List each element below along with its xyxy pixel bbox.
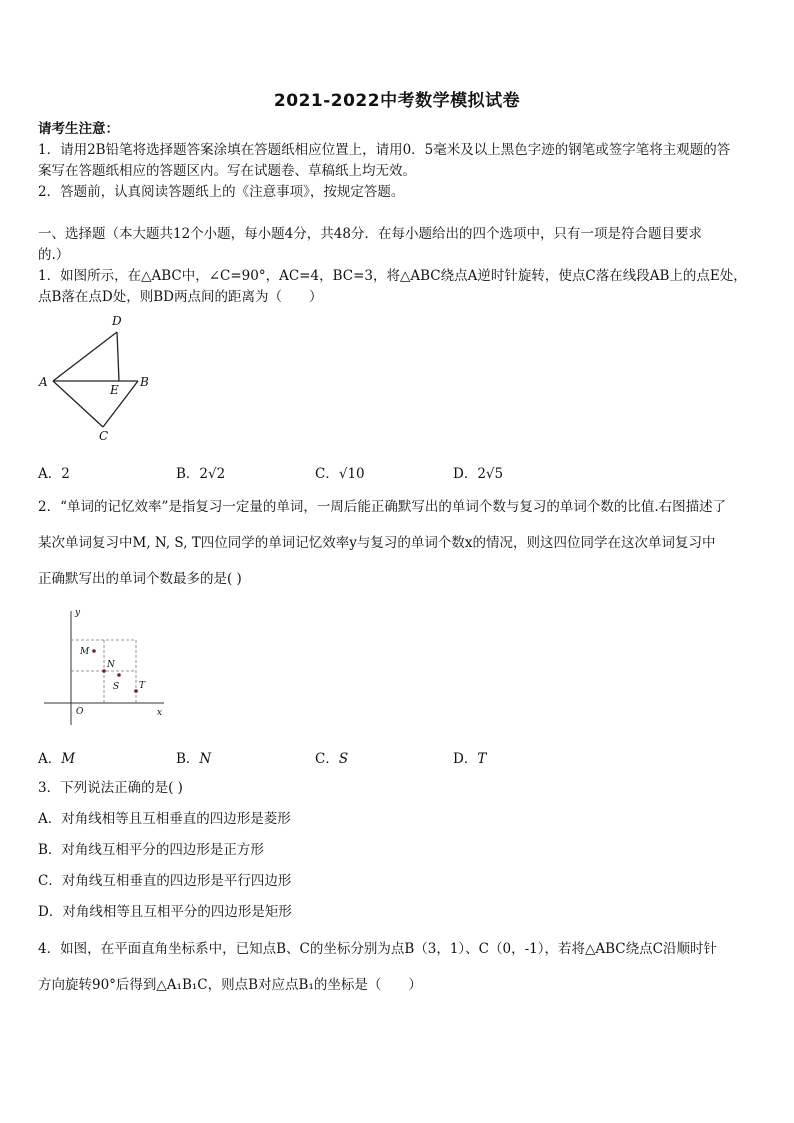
- q1-option-b[interactable]: B．2√2: [176, 466, 226, 482]
- q1-option-c-text: √10: [338, 466, 365, 482]
- q1-option-b-text: 2√2: [199, 466, 226, 482]
- q3-stem: 3．下列说法正确的是( ): [38, 780, 183, 796]
- q2-coordinate-figure: [40, 605, 175, 730]
- q2-stem-b: 某次单词复习中M, N, S, T四位同学的单词记忆效率y与复习的单词个数x的情况，则这四位同学在这次单词复习中: [38, 535, 716, 551]
- label-S: S: [113, 682, 120, 692]
- point-M: [92, 649, 96, 653]
- notice-item-1b: 案写在答题纸相应的答题区内。写在试题卷、草稿纸上均无效。: [38, 163, 416, 179]
- q4-stem-b: 方向旋转90°后得到△A₁B₁C，则点B对应点B₁的坐标是（ ）: [38, 977, 422, 993]
- label-C: C: [99, 429, 109, 443]
- label-D: D: [112, 314, 122, 328]
- q2-option-b-text: N: [199, 751, 212, 767]
- q1-option-a-text: 2: [61, 466, 70, 482]
- q3-option-c[interactable]: C．对角线互相垂直的四边形是平行四边形: [38, 873, 292, 889]
- q2-option-a[interactable]: A．M: [38, 751, 76, 767]
- q3-option-a[interactable]: A．对角线相等且互相垂直的四边形是菱形: [38, 811, 291, 827]
- q3-option-b[interactable]: B．对角线互相平分的四边形是正方形: [38, 842, 264, 858]
- point-S: [117, 673, 121, 677]
- q1-options: [38, 462, 738, 484]
- label-O: O: [76, 707, 84, 717]
- q1-option-d[interactable]: D．2√5: [453, 466, 504, 482]
- q2-option-d[interactable]: D．T: [453, 751, 487, 767]
- q3-option-d[interactable]: D．对角线相等且互相平分的四边形是矩形: [38, 904, 292, 920]
- q1-stem-a: 1．如图所示，在△ABC中，∠C=90°，AC=4，BC=3，将△ABC绕点A逆时针旋转，使点C落在线段AB上的点E处，: [38, 268, 747, 284]
- q1-triangle-figure: [36, 310, 166, 445]
- q2-options: [38, 747, 738, 769]
- q2-option-a-text: M: [61, 751, 76, 767]
- segment-DE: [117, 332, 119, 381]
- label-M: M: [80, 647, 90, 657]
- q2-stem-a: 2．“单词的记忆效率”是指复习一定量的单词，一周后能正确默写出的单词个数与复习的单词个数的比值.右图描述了: [38, 499, 727, 515]
- q1-stem-b: 点B落在点D处，则BD两点间的距离为（ ）: [38, 289, 323, 305]
- point-T: [134, 689, 138, 693]
- segment-AD: [53, 332, 117, 381]
- q1-option-c[interactable]: C．√10: [315, 466, 365, 482]
- q1-option-a[interactable]: A．2: [38, 466, 70, 482]
- q2-stem-c: 正确默写出的单词个数最多的是( ): [38, 571, 242, 587]
- notice-item-1a: 1．请用2B铅笔将选择题答案涂填在答题纸相应位置上，请用0．5毫米及以上黑色字迹的钢笔或签字笔将主观题的答: [38, 142, 731, 158]
- section1-line-b: 的.）: [38, 247, 70, 263]
- notice-item-2: 2．答题前，认真阅读答题纸上的《注意事项》，按规定答题。: [38, 184, 405, 200]
- label-A: A: [39, 375, 48, 389]
- point-N: [102, 669, 106, 673]
- section1-line-a: 一、选择题（本大题共12个小题，每小题4分，共48分．在每小题给出的四个选项中，只有一项是符合题目要求: [38, 226, 702, 242]
- label-x: x: [157, 708, 163, 718]
- q2-option-b[interactable]: B．N: [176, 751, 212, 767]
- q4-stem-a: 4．如图，在平面直角坐标系中，已知点B、C的坐标分别为点B（3，1）、C（0，-1），若将△ABC绕点C沿顺时针: [38, 941, 717, 957]
- label-N: N: [107, 660, 115, 670]
- segment-AC: [53, 381, 103, 427]
- label-B: B: [140, 375, 149, 389]
- q2-option-c-text: S: [338, 751, 349, 767]
- page-title: 2021-2022中考数学模拟试卷: [273, 91, 521, 111]
- q1-option-d-text: 2√5: [477, 466, 504, 482]
- q2-option-c[interactable]: C．S: [315, 751, 349, 767]
- q2-option-d-text: T: [477, 751, 487, 767]
- label-T: T: [139, 681, 146, 691]
- segment-BC: [103, 381, 138, 427]
- notice-heading: 请考生注意：: [38, 121, 119, 137]
- label-y: y: [75, 608, 81, 618]
- label-E: E: [110, 383, 119, 397]
